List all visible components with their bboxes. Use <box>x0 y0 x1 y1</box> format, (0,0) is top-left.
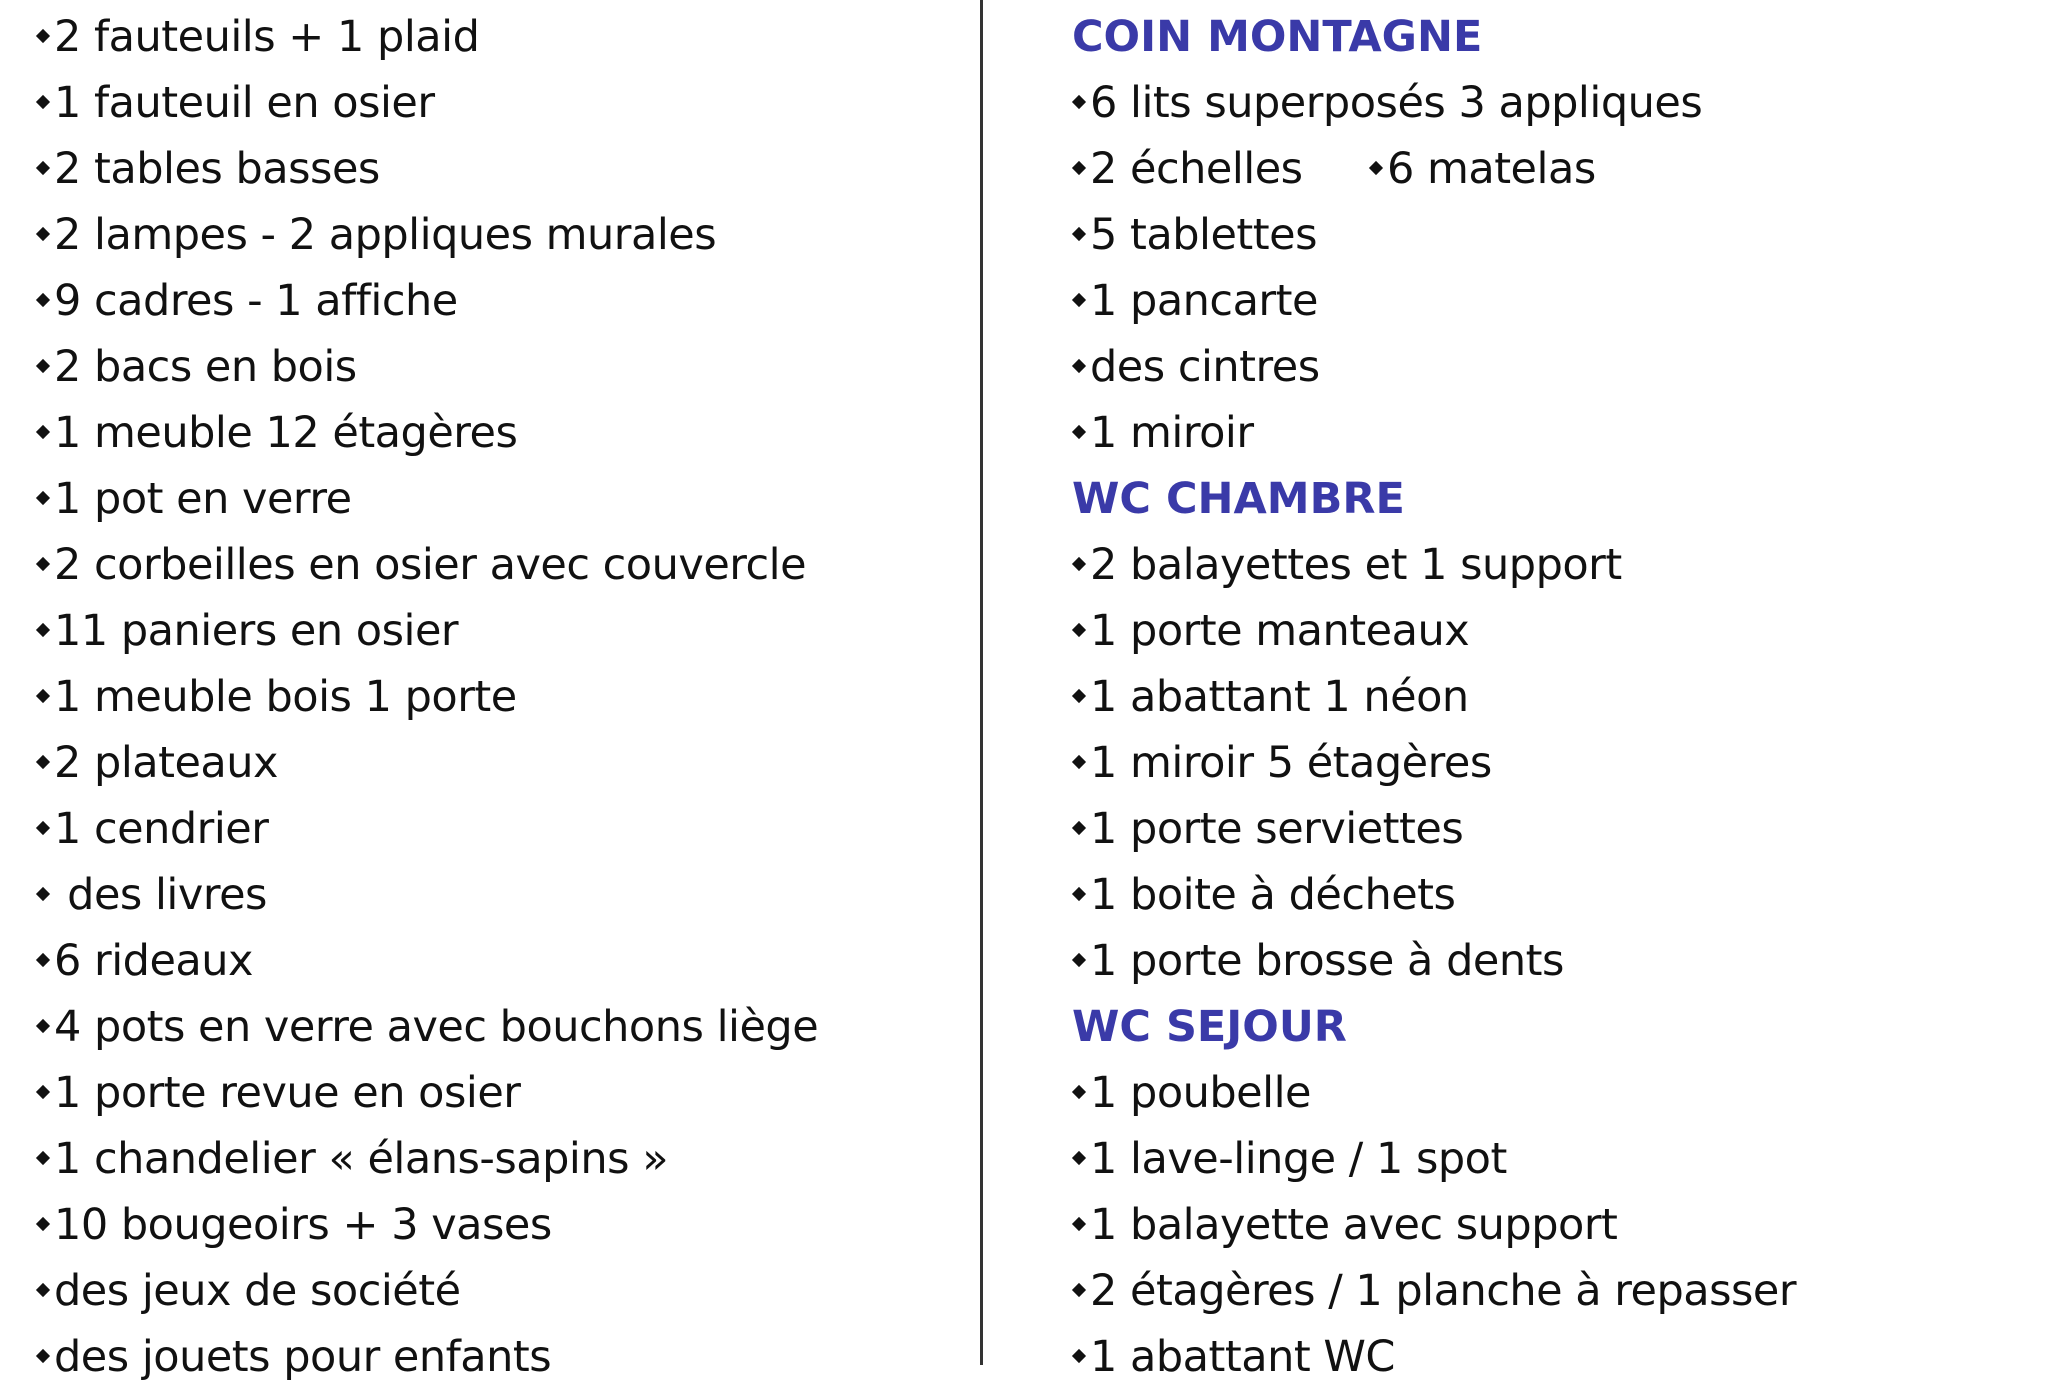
list-item: 1 porte manteaux <box>1072 598 2032 664</box>
bullet-icon <box>36 358 50 372</box>
section-heading-wc-chambre: WC CHAMBRE <box>1072 474 1405 524</box>
list-item: 2 balayettes et 1 support <box>1072 532 2032 598</box>
bullet-icon <box>1072 1348 1086 1362</box>
bullet-icon <box>1072 1282 1086 1296</box>
bullet-icon <box>36 1018 50 1032</box>
section-heading-coin-montagne: COIN MONTAGNE <box>1072 12 1483 62</box>
bullet-icon <box>1072 424 1086 438</box>
list-item: 1 meuble bois 1 porte <box>36 664 976 730</box>
list-item: 10 bougeoirs + 3 vases <box>36 1192 976 1258</box>
list-item: 1 fauteuil en osier <box>36 70 976 136</box>
list-item: 2 échelles 6 matelas <box>1072 136 2032 202</box>
list-item: des jeux de société <box>36 1258 976 1324</box>
section-heading-wc-sejour: WC SEJOUR <box>1072 1002 1347 1052</box>
list-item: 1 boite à déchets <box>1072 862 2032 928</box>
list-item: 1 balayette avec support <box>1072 1192 2032 1258</box>
list-item: 1 porte brosse à dents <box>1072 928 2032 994</box>
list-item: 1 pot en verre <box>36 466 976 532</box>
bullet-icon <box>1072 1150 1086 1164</box>
list-item: 9 cadres - 1 affiche <box>36 268 976 334</box>
bullet-icon <box>36 1216 50 1230</box>
bullet-icon <box>36 490 50 504</box>
bullet-icon <box>36 622 50 636</box>
list-item: 1 meuble 12 étagères <box>36 400 976 466</box>
list-item: 1 porte serviettes <box>1072 796 2032 862</box>
bullet-icon <box>36 754 50 768</box>
list-item: 2 plateaux <box>36 730 976 796</box>
bullet-icon <box>36 292 50 306</box>
bullet-icon <box>36 886 50 900</box>
bullet-icon <box>36 1084 50 1098</box>
bullet-icon <box>1072 1084 1086 1098</box>
list-item: 2 étagères / 1 planche à repasser <box>1072 1258 2032 1324</box>
bullet-icon <box>1072 556 1086 570</box>
list-item: 1 chandelier « élans-sapins » <box>36 1126 976 1192</box>
bullet-icon <box>36 688 50 702</box>
list-item: 1 lave-linge / 1 spot <box>1072 1126 2032 1192</box>
bullet-icon <box>36 424 50 438</box>
bullet-icon <box>36 1150 50 1164</box>
column-divider <box>980 0 983 1365</box>
bullet-icon <box>36 28 50 42</box>
list-item: 2 lampes - 2 appliques murales <box>36 202 976 268</box>
bullet-icon <box>36 226 50 240</box>
list-item: des cintres <box>1072 334 2032 400</box>
bullet-icon <box>1072 688 1086 702</box>
bullet-icon <box>36 556 50 570</box>
list-item: 1 porte revue en osier <box>36 1060 976 1126</box>
bullet-icon <box>36 820 50 834</box>
bullet-icon <box>1072 1216 1086 1230</box>
bullet-icon <box>1072 226 1086 240</box>
list-item: 2 fauteuils + 1 plaid <box>36 4 976 70</box>
bullet-icon <box>1072 820 1086 834</box>
bullet-icon <box>1072 754 1086 768</box>
bullet-icon <box>1072 622 1086 636</box>
list-item: 1 abattant WC <box>1072 1324 2032 1390</box>
list-item: 1 abattant 1 néon <box>1072 664 2032 730</box>
bullet-icon <box>1072 160 1086 174</box>
bullet-icon <box>1072 952 1086 966</box>
bullet-icon <box>1072 358 1086 372</box>
list-item: 11 paniers en osier <box>36 598 976 664</box>
bullet-icon <box>36 1348 50 1362</box>
list-item: 2 corbeilles en osier avec couvercle <box>36 532 976 598</box>
list-item: des jouets pour enfants <box>36 1324 976 1390</box>
list-item: 1 miroir 5 étagères <box>1072 730 2032 796</box>
bullet-icon <box>1072 292 1086 306</box>
right-column-list <box>1072 0 2032 1382</box>
list-item: 4 pots en verre avec bouchons liège <box>36 994 976 1060</box>
list-item: 6 rideaux <box>36 928 976 994</box>
left-column-list <box>36 0 976 1382</box>
list-item: 5 tablettes <box>1072 202 2032 268</box>
list-item: 2 tables basses <box>36 136 976 202</box>
list-item: des livres <box>36 862 976 928</box>
list-item: 1 cendrier <box>36 796 976 862</box>
bullet-icon <box>1072 94 1086 108</box>
list-item: 2 bacs en bois <box>36 334 976 400</box>
list-item: 1 miroir <box>1072 400 2032 466</box>
list-item: 6 lits superposés 3 appliques <box>1072 70 2032 136</box>
bullet-icon <box>36 160 50 174</box>
bullet-icon <box>36 94 50 108</box>
list-item: 1 pancarte <box>1072 268 2032 334</box>
list-item: 1 poubelle <box>1072 1060 2032 1126</box>
bullet-icon <box>1369 160 1383 174</box>
bullet-icon <box>36 952 50 966</box>
bullet-icon <box>36 1282 50 1296</box>
bullet-icon <box>1072 886 1086 900</box>
